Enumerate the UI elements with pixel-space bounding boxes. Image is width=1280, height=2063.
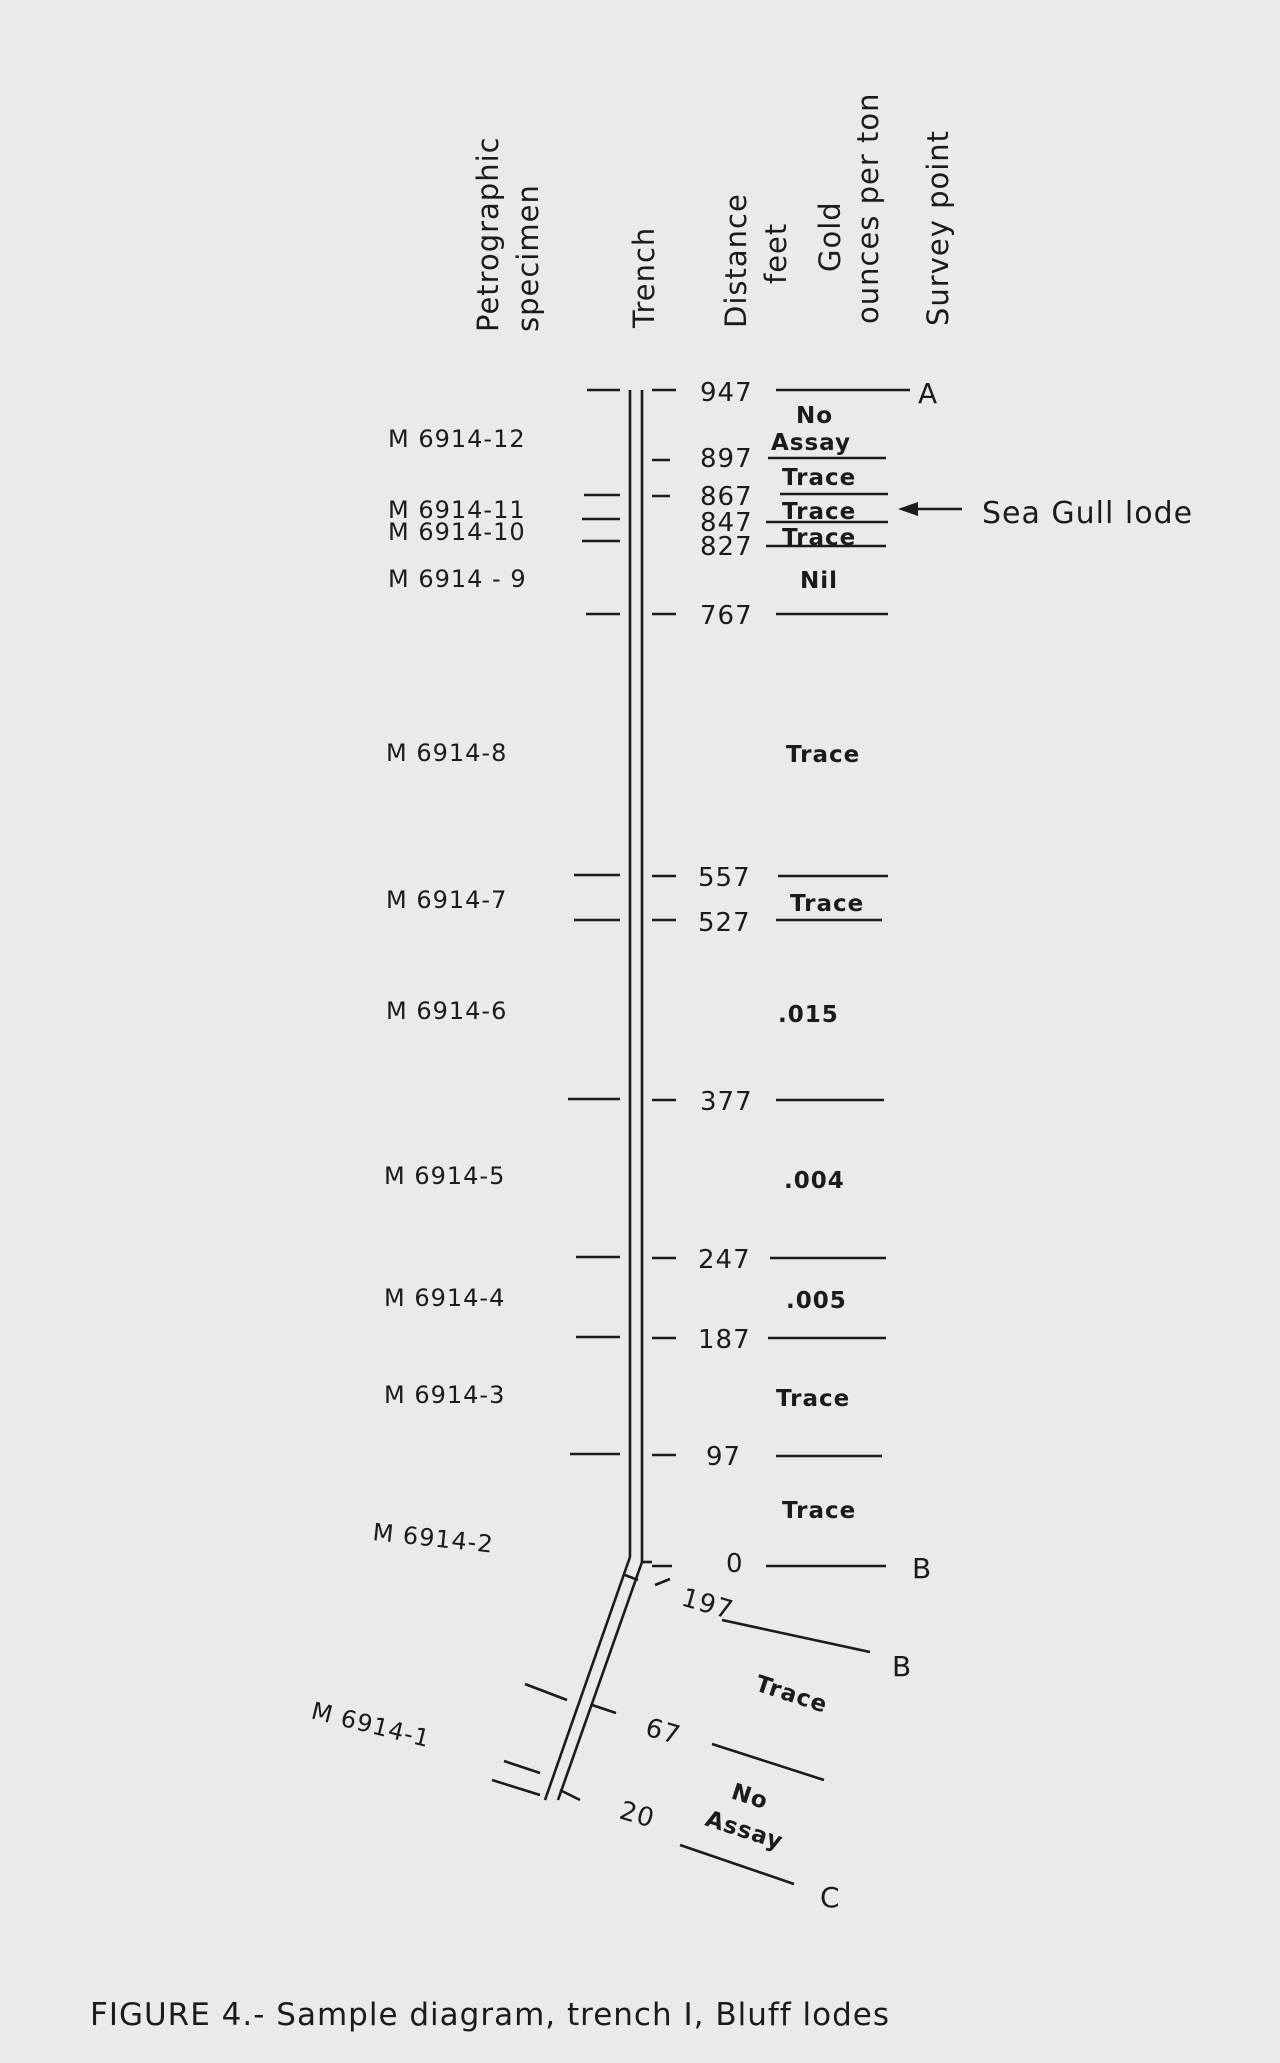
specimen-labels	[309, 425, 527, 1753]
distance-label: 557	[698, 863, 751, 893]
distance-label: 97	[706, 1442, 742, 1472]
distance-label: 847	[700, 508, 753, 538]
trench-branch-left	[545, 1557, 630, 1800]
specimen-label: M 6914-6	[386, 997, 508, 1025]
assay-label: Assay	[771, 430, 851, 456]
distance-label: 247	[698, 1245, 751, 1275]
header-distance-line2: feet	[759, 222, 793, 284]
interval-line	[722, 1620, 870, 1652]
survey-point-label: A	[918, 377, 938, 410]
specimen-ticks	[492, 390, 620, 1795]
assay-label: .004	[784, 1168, 845, 1194]
specimen-label: M 6914 - 9	[388, 565, 527, 593]
specimen-label: M 6914-10	[388, 518, 526, 546]
distance-label: 67	[642, 1712, 685, 1752]
interval-line	[712, 1744, 824, 1780]
assay-label: No	[796, 403, 834, 429]
assay-label: Trace	[790, 891, 865, 917]
assay-label: Trace	[782, 525, 857, 551]
distance-label: 20	[616, 1795, 659, 1835]
trench	[545, 390, 652, 1800]
distance-label: 947	[700, 378, 753, 408]
distance-label: 197	[678, 1582, 737, 1627]
survey-point-label: B	[892, 1650, 912, 1683]
assay-label: Trace	[752, 1670, 831, 1719]
assay-label: .005	[786, 1288, 847, 1314]
assay-label: Trace	[782, 1498, 857, 1524]
specimen-label: M 6914-11	[388, 496, 526, 524]
specimen-tick	[504, 1761, 540, 1773]
assay-label: Nil	[800, 568, 839, 594]
specimen-label: M 6914-3	[384, 1381, 506, 1409]
survey-points	[820, 377, 937, 1914]
distance-label: 187	[698, 1325, 751, 1355]
callout-label: Sea Gull lode	[982, 496, 1194, 531]
assay-label: Trace	[786, 742, 861, 768]
header-survey-point: Survey point	[921, 129, 955, 326]
distance-label: 867	[700, 482, 753, 512]
assay-label: Assay	[702, 1805, 787, 1856]
specimen-label: M 6914-12	[388, 425, 526, 453]
column-headers	[471, 93, 955, 333]
survey-point-label: C	[820, 1881, 840, 1914]
assay-label: No	[728, 1778, 772, 1816]
specimen-tick	[525, 1684, 567, 1700]
header-gold-line1: Gold	[813, 201, 847, 272]
distance-label: 767	[700, 601, 753, 631]
distance-label: 897	[700, 444, 753, 474]
figure-caption: FIGURE 4.- Sample diagram, trench I, Bluff lodes	[90, 1997, 891, 2033]
specimen-label: M 6914-2	[371, 1518, 495, 1559]
distance-tick	[655, 1579, 670, 1585]
survey-point-label: B	[912, 1552, 932, 1585]
arrow-icon	[898, 502, 918, 516]
distance-tick	[592, 1705, 616, 1713]
distance-tick	[560, 1790, 580, 1800]
specimen-label: M 6914-1	[308, 1696, 434, 1754]
specimen-tick	[492, 1780, 540, 1795]
specimen-label: M 6914-7	[386, 886, 508, 914]
assay-label: .015	[778, 1002, 839, 1028]
trench-branch-right	[558, 1562, 642, 1800]
assay-label: Trace	[782, 465, 857, 491]
header-gold-line2: ounces per ton	[851, 92, 885, 324]
distance-label: 377	[700, 1087, 753, 1117]
specimen-label: M 6914-4	[384, 1284, 506, 1312]
distance-marks	[560, 378, 910, 1884]
header-trench: Trench	[627, 226, 661, 328]
header-specimen-line2: specimen	[511, 184, 545, 332]
specimen-label: M 6914-5	[384, 1162, 506, 1190]
assay-label: Trace	[776, 1386, 851, 1412]
header-distance-line1: Distance	[719, 193, 753, 328]
specimen-label: M 6914-8	[386, 739, 508, 767]
sea-gull-lode-callout	[898, 496, 1193, 531]
distance-label: 827	[700, 532, 753, 562]
header-specimen-line1: Petrographic	[471, 136, 505, 332]
distance-label: 527	[698, 908, 751, 938]
assay-label: Trace	[782, 499, 857, 525]
distance-label: 0	[726, 1549, 744, 1579]
